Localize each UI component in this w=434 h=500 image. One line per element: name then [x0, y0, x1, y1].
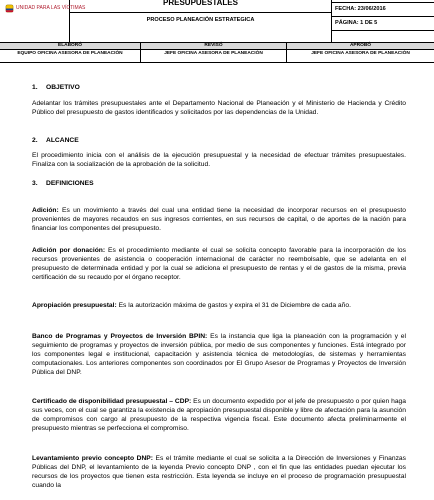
- definition-item: [32, 246, 406, 282]
- objetivo-paragraph: Adelantar los trámites presupuestales ante el Departamento Nacional de Planeación y el Ministerio de Hacienda y Crédito Público del presupuesto de gastos identificados y solicitados por las dependencias de la Unidad.: [32, 100, 406, 116]
- aprobo-value: JEFE OFICINA ASESORA DE PLANEACIÓN: [311, 51, 410, 56]
- definition-text: Es un movimiento a través del cual una entidad tiene la necesidad de incorporar recursos en el presupuesto provenientes de mayores recaudos en sus ingresos corrientes, en sus recursos de capital, o de aportes de la nación para financiar los componentes del presupuesto.: [32, 207, 406, 232]
- elaboro-header: ELABORÓ: [0, 43, 140, 50]
- logo-area: [0, 0, 86, 43]
- definition-term: Adición:: [32, 207, 59, 214]
- definition-text: Es la instancia que liga la planeación con la programación y el seguimiento de programas y proyectos de inversión pública, por medio de sus componentes y funciones. Está integrado por los componentes legal e institucional, capacitación y asistencia técnica de metodologías, de sistemas y herramientas computacionales. Los anteriores componentes son coordinados por El Grupo Asesor de Programas y Proyectos de Inversión Pública del DNP.: [32, 333, 407, 376]
- process-name: PROCESO PLANEACIÓN ESTRATEGICA: [70, 13, 332, 43]
- definition-item: [32, 206, 406, 233]
- coat-of-arms-icon: [5, 4, 14, 13]
- elaboro-value: EQUIPO OFICINA ASESORA DE PLANEACIÓN: [17, 51, 123, 56]
- definition-item: [32, 332, 406, 377]
- section-heading-alcance: 2. ALCANCE: [32, 137, 79, 144]
- section-heading-definiciones: 3. DEFINICIONES: [32, 180, 94, 187]
- definition-item: [32, 301, 406, 310]
- alcance-paragraph: El procedimiento inicia con el análisis de la ejecución presupuestal y la necesidad de efectuar trámites presupuestales. Finaliza con la socialización de la aprobación de la solicitud.: [32, 152, 406, 168]
- date-field: FECHA: 23/06/2016: [332, 3, 434, 17]
- definition-text: Es el procedimiento mediante el cual se solicita concepto favorable para la incorporación de los recursos provenientes de asistencia o cooperación internacional de carácter no reembolsable, que se adelanta en el presupuesto de determinada entidad y por la cual se adiciona el presupuesto de rentas y el de gastos de la misma, previa certificación de su recaudo por el órgano receptor.: [32, 247, 406, 281]
- definition-text: Es un documento expedido por el jefe de presupuesto o por quien haga sus veces, con el cual se garantiza la existencia de apropiación presupuestal disponible y libre de afectación para la asunción de compromisos con cargo al presupuesto de la respectiva vigencia fiscal. Este documento afecta preliminarmente el presupuesto mientras se perfecciona el compromiso.: [32, 398, 406, 432]
- reviso-value: JEFE OFICINA ASESORA DE PLANEACIÓN: [164, 51, 263, 56]
- document-type-title: PRESUPUESTALES: [70, 0, 332, 13]
- definition-item: [32, 454, 406, 490]
- aprobo-header: APROBÓ: [287, 43, 434, 50]
- definition-term: Apropiación presupuestal:: [32, 302, 117, 309]
- aprobo-column: [287, 43, 434, 63]
- meta-bottom-cell: [332, 31, 434, 43]
- definition-term: Certificado de disponibilidad presupuestal – CDP:: [32, 398, 192, 405]
- page-number-field: PÁGINA: 1 DE 5: [332, 17, 434, 31]
- approval-table: [0, 43, 434, 63]
- section-heading-objetivo: 1. OBJETIVO: [32, 84, 80, 91]
- reviso-header: REVISÓ: [141, 43, 286, 50]
- definition-text: Es el trámite mediante el cual se solicita a la Dirección de Inversiones y Finanzas Públicas del DNP, el levantamiento de la leyenda Previo concepto DNP , con el fin que las entidades puedan ejecutar los recursos de los proyectos que tienen esta restricción. Esta leyenda se incluye en el proceso de programación presupuestal cuando la: [32, 455, 406, 489]
- definition-item: [32, 397, 406, 433]
- reviso-column: [141, 43, 287, 63]
- logo-text: UNIDAD PARA LAS VÍCTIMAS: [16, 5, 86, 11]
- document-header: [0, 0, 434, 43]
- definition-term: Levantamiento previo concepto DNP:: [32, 455, 153, 462]
- definition-term: Adición por donación:: [32, 247, 106, 254]
- definition-text: Es la autorización máxima de gastos y expira el 31 de Diciembre de cada año.: [116, 302, 351, 309]
- elaboro-column: [0, 43, 141, 63]
- definition-term: Banco de Programas y Proyectos de Inversión BPIN:: [32, 333, 208, 340]
